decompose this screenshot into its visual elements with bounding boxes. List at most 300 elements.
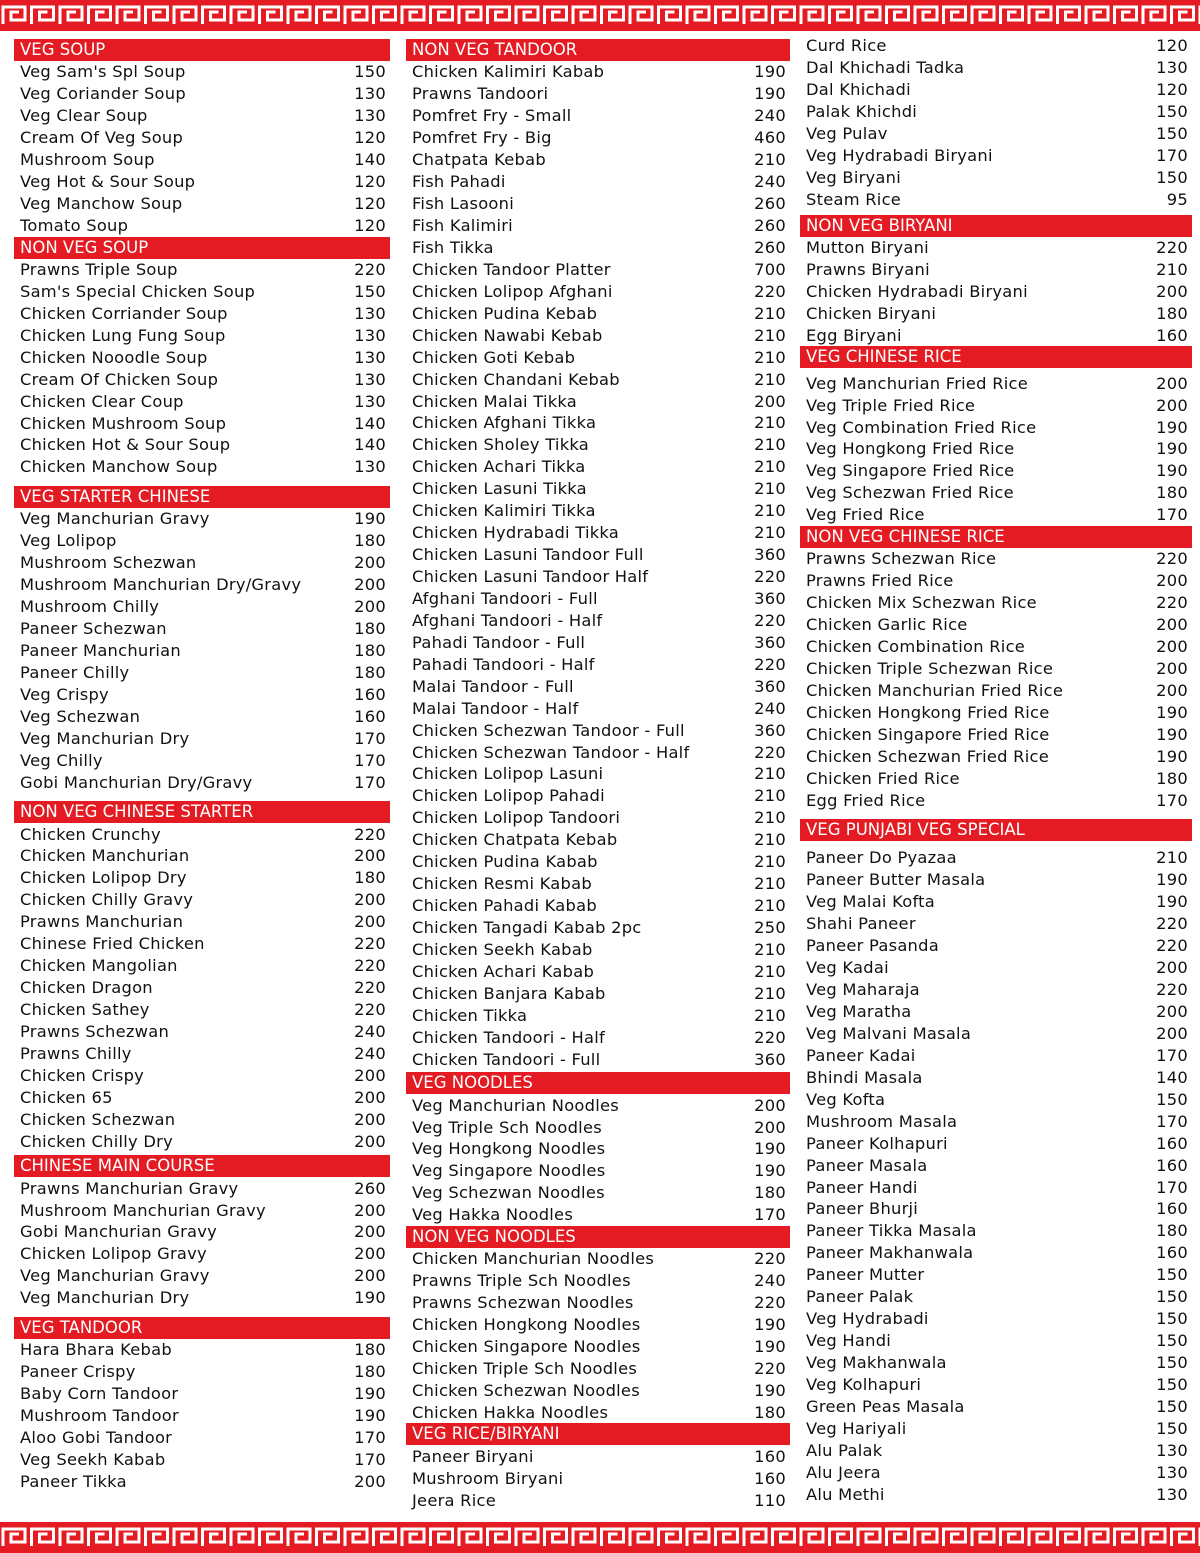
- menu-item-price: 200: [754, 391, 786, 411]
- menu-item-name: Veg Manchow Soup: [20, 194, 183, 214]
- section-heading: VEG PUNJABI VEG SPECIAL: [800, 819, 1192, 841]
- menu-item-price: 200: [1156, 958, 1188, 978]
- menu-item-name: Prawns Schezwan: [20, 1021, 170, 1041]
- menu-item-name: Veg Hydrabadi Biryani: [806, 146, 993, 166]
- menu-item-price: 260: [754, 237, 786, 257]
- menu-item-name: Mushroom Chilly: [20, 597, 160, 617]
- menu-item-price: 200: [1156, 373, 1188, 393]
- menu-item: [406, 588, 790, 610]
- menu-item: [14, 661, 390, 683]
- border-key-motif: [488, 1529, 510, 1546]
- menu-item: [406, 1379, 790, 1401]
- menu-item-price: 220: [754, 610, 786, 630]
- menu-item-price: 190: [1156, 461, 1188, 481]
- menu-item-price: 220: [1156, 936, 1188, 956]
- menu-item-price: 360: [754, 632, 786, 652]
- menu-item-price: 170: [754, 1205, 786, 1225]
- menu-item-name: Malai Tandoor - Full: [412, 676, 574, 696]
- menu-item-price: 220: [754, 567, 786, 587]
- menu-item-price: 180: [1156, 483, 1188, 503]
- menu-item: [800, 504, 1192, 526]
- menu-item-price: 200: [354, 890, 386, 910]
- border-key-motif: [887, 7, 909, 24]
- border-key-motif: [117, 7, 139, 24]
- menu-item-price: 150: [1156, 102, 1188, 122]
- border-key-motif: [32, 1529, 54, 1546]
- menu-item-name: Chicken Sholey Tikka: [412, 435, 590, 455]
- menu-item-name: Chicken Goti Kebab: [412, 347, 576, 367]
- menu-item-name: Veg Chilly: [20, 750, 103, 770]
- menu-item: [406, 258, 790, 280]
- menu-item-price: 220: [354, 934, 386, 954]
- border-key-motif: [1001, 7, 1023, 24]
- menu-item-price: 180: [354, 662, 386, 682]
- menu-item-name: Veg Manchurian Dry: [20, 728, 190, 748]
- menu-item-name: Chicken Chatpata Kebab: [412, 830, 618, 850]
- menu-item-price: 210: [754, 523, 786, 543]
- menu-item: [14, 324, 390, 346]
- border-key-motif: [858, 1529, 880, 1546]
- menu-item-price: 700: [754, 259, 786, 279]
- menu-item-name: Prawns Triple Sch Noodles: [412, 1271, 631, 1291]
- border-key-motif: [573, 7, 595, 24]
- menu-item-name: Veg Lolipop: [20, 531, 117, 551]
- menu-item-price: 150: [354, 281, 386, 301]
- border-key-motif: [459, 1529, 481, 1546]
- menu-item-name: Veg Singapore Noodles: [412, 1161, 606, 1181]
- section-heading: CHINESE MAIN COURSE: [14, 1155, 390, 1177]
- menu-item-name: Chicken Resmi Kabab: [412, 874, 592, 894]
- menu-item-price: 200: [354, 1266, 386, 1286]
- menu-item: [406, 193, 790, 215]
- menu-item-price: 220: [354, 1000, 386, 1020]
- border-key-motif: [545, 1529, 567, 1546]
- menu-item: [800, 1417, 1192, 1439]
- menu-item: [800, 280, 1192, 302]
- menu-item-price: 190: [754, 1161, 786, 1181]
- menu-item-price: 180: [354, 1340, 386, 1360]
- section-heading: VEG STARTER CHINESE: [14, 486, 390, 508]
- menu-item-name: Chicken Afghani Tikka: [412, 413, 597, 433]
- menu-item-name: Chicken Kalimiri Tikka: [412, 501, 596, 521]
- menu-item-price: 200: [754, 1117, 786, 1137]
- section-heading: NON VEG CHINESE RICE: [800, 526, 1192, 548]
- border-key-motif: [1086, 1529, 1108, 1546]
- menu-item: [800, 1220, 1192, 1242]
- menu-item-price: 170: [354, 728, 386, 748]
- menu-item-price: 210: [754, 457, 786, 477]
- menu-item-price: 190: [1156, 439, 1188, 459]
- menu-item-name: Veg Manchurian Noodles: [412, 1095, 619, 1115]
- menu-item-price: 210: [754, 939, 786, 959]
- menu-item-price: 220: [754, 1027, 786, 1047]
- border-key-motif: [231, 1529, 253, 1546]
- menu-item: [800, 1132, 1192, 1154]
- menu-item: [406, 302, 790, 324]
- menu-item-name: Chicken Lasuni Tikka: [412, 479, 587, 499]
- menu-item-price: 220: [754, 1249, 786, 1269]
- menu-item-name: Chicken Hongkong Fried Rice: [806, 702, 1050, 722]
- menu-item-price: 200: [1156, 636, 1188, 656]
- border-key-motif: [944, 1529, 966, 1546]
- border-key-motif: [858, 7, 880, 24]
- menu-item: [800, 891, 1192, 913]
- menu-item-name: Fish Lasooni: [412, 194, 514, 214]
- menu-item-name: Paneer Mutter: [806, 1265, 925, 1285]
- menu-section: [800, 526, 1192, 811]
- menu-item: [14, 530, 390, 552]
- menu-item-name: Prawns Fried Rice: [806, 571, 954, 591]
- menu-item-price: 170: [354, 750, 386, 770]
- menu-item: [800, 679, 1192, 701]
- menu-item-name: Dal Khichadi: [806, 80, 911, 100]
- menu-item-name: Chicken Pudina Kebab: [412, 303, 598, 323]
- menu-item-name: Paneer Handi: [806, 1177, 918, 1197]
- menu-section: [406, 1072, 790, 1226]
- menu-item-price: 220: [354, 978, 386, 998]
- menu-item: [14, 61, 390, 83]
- menu-item: [406, 1314, 790, 1336]
- menu-item: [800, 372, 1192, 394]
- menu-item-name: Prawns Triple Soup: [20, 259, 178, 279]
- menu-item-price: 210: [754, 808, 786, 828]
- border-key-motif: [459, 7, 481, 24]
- menu-item-price: 150: [1156, 1089, 1188, 1109]
- menu-item: [800, 789, 1192, 811]
- menu-item: [800, 592, 1192, 614]
- menu-item-name: Chicken Mix Schezwan Rice: [806, 593, 1037, 613]
- menu-item-name: Prawns Chilly: [20, 1043, 132, 1063]
- menu-item-price: 260: [354, 1178, 386, 1198]
- menu-item-name: Veg Kofta: [806, 1089, 886, 1109]
- menu-item: [14, 434, 390, 456]
- border-key-motif: [830, 7, 852, 24]
- menu-item: [800, 35, 1192, 57]
- menu-item-name: Chicken Achari Tikka: [412, 457, 586, 477]
- menu-item: [14, 1086, 390, 1108]
- border-key-motif: [773, 7, 795, 24]
- menu-item: [406, 785, 790, 807]
- menu-item: [14, 1361, 390, 1383]
- menu-item-price: 160: [354, 684, 386, 704]
- menu-item: [406, 1336, 790, 1358]
- menu-item-name: Chicken Lasuni Tandoor Full: [412, 545, 644, 565]
- menu-item: [14, 302, 390, 324]
- menu-item: [406, 895, 790, 917]
- menu-item-name: Dal Khichadi Tadka: [806, 58, 965, 78]
- menu-item-name: Gobi Manchurian Dry/Gravy: [20, 772, 253, 792]
- menu-item-name: Paneer Do Pyazaa: [806, 848, 957, 868]
- menu-item-name: Paneer Kolhapuri: [806, 1133, 948, 1153]
- menu-item: [406, 171, 790, 193]
- menu-item: [406, 1248, 790, 1270]
- menu-item: [800, 416, 1192, 438]
- menu-item: [406, 1138, 790, 1160]
- menu-item-price: 130: [1156, 1484, 1188, 1504]
- menu-item-price: 170: [1156, 790, 1188, 810]
- menu-item-price: 190: [1156, 417, 1188, 437]
- menu-item: [406, 939, 790, 961]
- menu-item-price: 190: [354, 1406, 386, 1426]
- menu-item: [14, 999, 390, 1021]
- menu-item-price: 160: [1156, 1133, 1188, 1153]
- menu-item-price: 190: [354, 509, 386, 529]
- menu-item-price: 220: [354, 956, 386, 976]
- menu-item-price: 150: [1156, 1309, 1188, 1329]
- menu-item-price: 200: [354, 1109, 386, 1129]
- menu-item-price: 190: [754, 1315, 786, 1335]
- menu-item: [14, 1042, 390, 1064]
- menu-item-price: 180: [354, 619, 386, 639]
- menu-item-price: 170: [1156, 1045, 1188, 1065]
- border-key-motif: [60, 1529, 82, 1546]
- border-key-motif: [288, 7, 310, 24]
- menu-item-price: 190: [1156, 746, 1188, 766]
- menu-item-name: Chinese Fried Chicken: [20, 934, 205, 954]
- menu-item-price: 170: [354, 772, 386, 792]
- menu-item: [14, 867, 390, 889]
- menu-item-name: Baby Corn Tandoor: [20, 1384, 179, 1404]
- menu-item-price: 210: [1156, 259, 1188, 279]
- menu-item-name: Chicken Lung Fung Soup: [20, 325, 226, 345]
- menu-item-name: Prawns Schezwan Noodles: [412, 1293, 634, 1313]
- menu-item: [14, 127, 390, 149]
- menu-item-price: 200: [354, 1087, 386, 1107]
- border-key-motif: [516, 7, 538, 24]
- menu-item-name: Mushroom Biryani: [412, 1468, 564, 1488]
- menu-item-name: Veg Handi: [806, 1331, 892, 1351]
- menu-item-price: 200: [354, 1065, 386, 1085]
- menu-item: [14, 911, 390, 933]
- menu-item-price: 160: [1156, 325, 1188, 345]
- menu-item-price: 130: [354, 369, 386, 389]
- menu-item-name: Paneer Manchurian: [20, 640, 181, 660]
- menu-item: [14, 552, 390, 574]
- menu-item-price: 200: [1156, 395, 1188, 415]
- menu-item: [14, 1383, 390, 1405]
- menu-item-price: 150: [1156, 1396, 1188, 1416]
- menu-item-price: 200: [354, 1200, 386, 1220]
- menu-item-price: 130: [1156, 58, 1188, 78]
- menu-item-price: 170: [1156, 1111, 1188, 1131]
- menu-item-name: Chicken Mangolian: [20, 956, 178, 976]
- menu-section: [14, 1155, 390, 1309]
- menu-item: [800, 1110, 1192, 1132]
- menu-item: [406, 807, 790, 829]
- menu-item-price: 210: [754, 1005, 786, 1025]
- menu-item-name: Veg Manchurian Fried Rice: [806, 373, 1028, 393]
- border-key-motif: [944, 7, 966, 24]
- menu-item: [406, 1489, 790, 1511]
- menu-item: [406, 1401, 790, 1423]
- menu-item: [14, 1448, 390, 1470]
- border-key-motif: [801, 7, 823, 24]
- menu-item: [800, 1352, 1192, 1374]
- menu-item-price: 200: [1156, 615, 1188, 635]
- border-key-motif: [89, 1529, 111, 1546]
- menu-item: [14, 346, 390, 368]
- menu-item: [406, 456, 790, 478]
- menu-item-name: Chicken Manchurian Fried Rice: [806, 680, 1064, 700]
- menu-item: [14, 171, 390, 193]
- border-key-motif: [89, 7, 111, 24]
- menu-item-name: Chicken Mushroom Soup: [20, 413, 227, 433]
- menu-item-price: 190: [1156, 724, 1188, 744]
- menu-item-price: 190: [754, 1336, 786, 1356]
- menu-item-price: 130: [1156, 1462, 1188, 1482]
- menu-item-name: Chicken Seekh Kabab: [412, 939, 593, 959]
- menu-item-price: 210: [754, 303, 786, 323]
- menu-item-price: 210: [754, 435, 786, 455]
- menu-item-name: Pahadi Tandoori - Half: [412, 654, 595, 674]
- menu-item-name: Chicken Schezwan: [20, 1109, 176, 1129]
- border-key-motif: [203, 7, 225, 24]
- menu-item-name: Paneer Tikka: [20, 1471, 127, 1491]
- menu-item-name: Cream Of Chicken Soup: [20, 369, 219, 389]
- menu-item-price: 140: [1156, 1067, 1188, 1087]
- menu-item-name: Veg Schezwan: [20, 706, 141, 726]
- menu-item-price: 130: [354, 84, 386, 104]
- border-key-motif: [716, 7, 738, 24]
- menu-item-name: Veg Crispy: [20, 684, 109, 704]
- border-key-motif: [602, 1529, 624, 1546]
- menu-item-name: Mushroom Schezwan: [20, 553, 197, 573]
- menu-section: [800, 346, 1192, 526]
- menu-item: [800, 324, 1192, 346]
- menu-item-price: 200: [354, 1131, 386, 1151]
- menu-item: [406, 1094, 790, 1116]
- menu-item: [14, 1064, 390, 1086]
- border-key-motif: [374, 7, 396, 24]
- menu-item-name: Chicken Schezwan Tandoor - Full: [412, 720, 685, 740]
- menu-item: [800, 935, 1192, 957]
- border-key-motif: [431, 7, 453, 24]
- menu-item-name: Chicken Malai Tikka: [412, 391, 578, 411]
- menu-item-price: 220: [754, 742, 786, 762]
- menu-item: [406, 1204, 790, 1226]
- menu-item: [800, 79, 1192, 101]
- section-heading: VEG SOUP: [14, 39, 390, 61]
- menu-item: [14, 259, 390, 281]
- menu-item: [406, 653, 790, 675]
- menu-item-price: 180: [754, 1402, 786, 1422]
- border-key-motif: [830, 1529, 852, 1546]
- menu-item: [14, 1265, 390, 1287]
- menu-item-price: 140: [354, 413, 386, 433]
- menu-item: [800, 482, 1192, 504]
- menu-item: [406, 237, 790, 259]
- menu-item-price: 170: [354, 1449, 386, 1469]
- menu-item: [800, 913, 1192, 935]
- menu-item-name: Chicken Chandani Kebab: [412, 369, 620, 389]
- menu-item-name: Mushroom Manchurian Dry/Gravy: [20, 575, 302, 595]
- menu-section: [406, 39, 790, 1070]
- border-key-motif: [915, 7, 937, 24]
- menu-item: [406, 368, 790, 390]
- menu-item-name: Veg Hariyali: [806, 1418, 907, 1438]
- menu-item-name: Chicken Schezwan Noodles: [412, 1380, 640, 1400]
- menu-item-name: Veg Hydrabadi: [806, 1309, 929, 1329]
- menu-item-price: 190: [1156, 702, 1188, 722]
- menu-item: [406, 829, 790, 851]
- menu-item: [800, 847, 1192, 869]
- menu-item: [406, 544, 790, 566]
- menu-item-name: Prawns Biryani: [806, 259, 930, 279]
- menu-item-price: 220: [1156, 237, 1188, 257]
- menu-item: [406, 434, 790, 456]
- menu-item: [14, 889, 390, 911]
- border-pattern: [0, 1522, 1200, 1553]
- menu-item-name: Alu Methi: [806, 1484, 885, 1504]
- border-key-motif: [1058, 7, 1080, 24]
- menu-item-price: 200: [354, 553, 386, 573]
- menu-item-price: 210: [754, 501, 786, 521]
- menu-item-name: Chicken Triple Sch Noodles: [412, 1358, 638, 1378]
- menu-item: [406, 61, 790, 83]
- menu-item-name: Afghani Tandoori - Half: [412, 610, 603, 630]
- border-key-motif: [146, 1529, 168, 1546]
- menu-item-price: 250: [754, 918, 786, 938]
- menu-item-name: Chicken Tandoori - Full: [412, 1049, 601, 1069]
- menu-item-name: Veg Hongkong Fried Rice: [806, 439, 1015, 459]
- menu-item: [406, 1292, 790, 1314]
- border-key-motif: [687, 7, 709, 24]
- menu-item: [800, 1439, 1192, 1461]
- menu-item: [800, 302, 1192, 324]
- menu-item-price: 150: [1156, 1418, 1188, 1438]
- menu-item-price: 180: [754, 1183, 786, 1203]
- menu-item: [800, 1044, 1192, 1066]
- menu-item-name: Chicken Manchow Soup: [20, 457, 218, 477]
- menu-item-name: Veg Combination Fried Rice: [806, 417, 1037, 437]
- menu-item: [406, 324, 790, 346]
- menu-item: [800, 1286, 1192, 1308]
- menu-column-middle: [406, 31, 790, 1511]
- menu-item-name: Chicken Dragon: [20, 978, 153, 998]
- menu-item: [406, 697, 790, 719]
- menu-item: [14, 1339, 390, 1361]
- menu-section: [14, 801, 390, 1152]
- border-key-motif: [345, 1529, 367, 1546]
- menu-item: [800, 636, 1192, 658]
- menu-item-price: 140: [354, 150, 386, 170]
- menu-item-name: Malai Tandoor - Half: [412, 698, 579, 718]
- menu-item: [800, 1395, 1192, 1417]
- menu-item-price: 200: [354, 575, 386, 595]
- menu-item: [800, 745, 1192, 767]
- menu-item: [800, 258, 1192, 280]
- menu-item-price: 130: [354, 106, 386, 126]
- menu-item: [14, 823, 390, 845]
- menu-item-price: 200: [354, 1222, 386, 1242]
- menu-item-name: Paneer Kadai: [806, 1045, 916, 1065]
- menu-item-price: 360: [754, 545, 786, 565]
- menu-item-price: 240: [754, 106, 786, 126]
- menu-item-name: Jeera Rice: [412, 1490, 496, 1510]
- menu-item-name: Green Peas Masala: [806, 1396, 965, 1416]
- border-key-motif: [915, 1529, 937, 1546]
- menu-item: [406, 719, 790, 741]
- menu-item-price: 150: [1156, 1265, 1188, 1285]
- border-key-motif: [3, 7, 25, 24]
- menu-item-name: Mutton Biryani: [806, 237, 929, 257]
- menu-item-price: 210: [1156, 848, 1188, 868]
- menu-item: [800, 1176, 1192, 1198]
- menu-item-price: 210: [754, 347, 786, 367]
- menu-item-name: Chicken Tangadi Kabab 2pc: [412, 918, 642, 938]
- border-key-motif: [573, 1529, 595, 1546]
- menu-item-price: 120: [354, 172, 386, 192]
